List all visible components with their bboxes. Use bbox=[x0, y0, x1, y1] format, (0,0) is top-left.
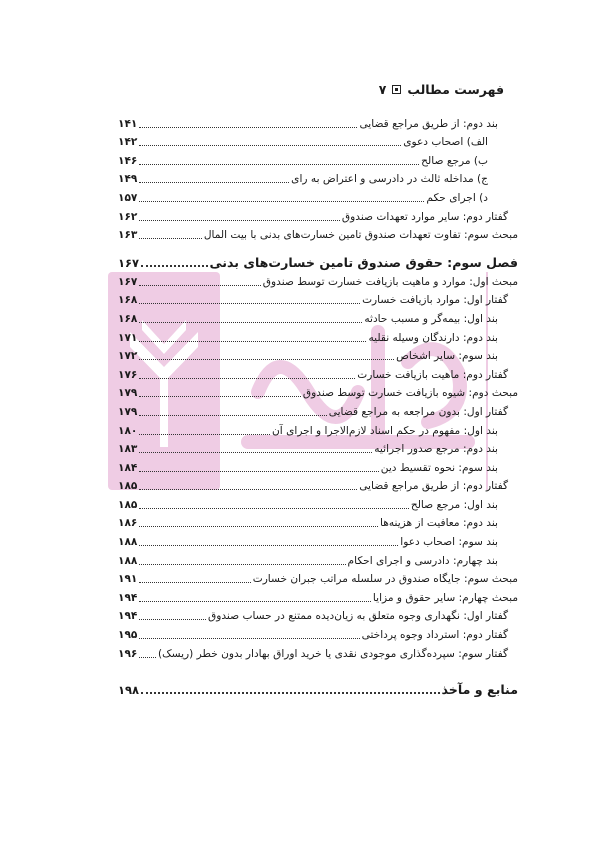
toc-dot-leader bbox=[139, 200, 424, 202]
toc-entry-page-number: ۱۹۵ bbox=[118, 629, 138, 642]
toc-entry-title: گفتار اول: بدون مراجعه به مراجع قضایی bbox=[328, 405, 508, 418]
toc-entry-title: ج) مداخله ثالث در دادرسی و اعتراض به رای bbox=[291, 173, 488, 186]
toc-dot-leader bbox=[139, 126, 357, 128]
toc-entry-title: گفتار دوم: استرداد وجوه پرداختی bbox=[361, 629, 508, 642]
toc-entry-page-number: ۱۵۷ bbox=[118, 191, 138, 204]
toc-entry-title: بند دوم: از طریق مراجع قضایی bbox=[359, 117, 498, 130]
toc-dot-leader bbox=[139, 181, 289, 183]
running-header bbox=[379, 82, 504, 97]
toc-entry-title: ب) مرجع صالح bbox=[421, 154, 488, 167]
toc-dot-leader bbox=[141, 264, 207, 267]
toc-entry-page-number: ۱۴۹ bbox=[118, 173, 138, 186]
toc-entry bbox=[118, 131, 518, 150]
toc-entry bbox=[118, 623, 518, 642]
toc-dot-leader bbox=[139, 525, 378, 527]
toc-entry-page-number: ۱۸۸ bbox=[118, 536, 138, 549]
toc-entry-page-number: ۱۸۴ bbox=[118, 461, 138, 474]
toc-entry-page-number: ۱۷۲ bbox=[118, 350, 138, 363]
toc-entry-page-number: ۱۹۸ bbox=[118, 682, 140, 697]
toc-entry bbox=[118, 568, 518, 587]
toc-entry-page-number: ۱۹۴ bbox=[118, 591, 138, 604]
toc-entry-page-number: ۱۷۶ bbox=[118, 368, 138, 381]
toc-dot-leader bbox=[139, 581, 250, 583]
toc-dot-leader bbox=[139, 395, 301, 397]
header-page-number: ۷ bbox=[378, 82, 387, 97]
toc-dot-leader bbox=[139, 507, 408, 509]
toc-entry bbox=[118, 605, 518, 624]
toc-entry bbox=[118, 270, 518, 289]
toc-dot-leader bbox=[139, 563, 345, 565]
table-of-contents bbox=[118, 112, 518, 697]
toc-entry-page-number: ۱۹۶ bbox=[118, 647, 138, 660]
toc-dot-leader bbox=[139, 144, 401, 146]
toc-entry-title: بند سوم: سایر اشخاص bbox=[396, 350, 498, 363]
toc-entry-page-number: ۱۶۳ bbox=[118, 229, 138, 242]
toc-entry bbox=[118, 363, 518, 382]
toc-entry-title: بند چهارم: دادرسی و اجرای احکام bbox=[347, 554, 498, 567]
toc-entry bbox=[118, 493, 518, 512]
toc-entry-page-number: ۱۶۷ bbox=[118, 256, 140, 271]
toc-dot-leader bbox=[139, 656, 156, 658]
toc-dot-leader bbox=[139, 340, 366, 342]
toc-entry-title: الف) اصحاب دعوی bbox=[403, 136, 488, 149]
toc-entry-title: گفتار اول: موارد بازیافت خسارت bbox=[362, 294, 508, 307]
toc-dot-leader bbox=[139, 637, 359, 639]
toc-entry bbox=[118, 549, 518, 568]
toc-dot-leader bbox=[139, 451, 372, 453]
toc-entry-page-number: ۱۴۶ bbox=[118, 154, 138, 167]
toc-entry-title: بند دوم: دارندگان وسیله نقلیه bbox=[368, 331, 498, 344]
toc-entry-page-number: ۱۸۵ bbox=[118, 480, 138, 493]
toc-entry-title: مبحث سوم: تفاوت تعهدات صندوق تامین خسارت‌های بدنی با بیت المال bbox=[203, 229, 518, 242]
toc-dot-leader bbox=[139, 321, 362, 323]
toc-entry-page-number: ۱۸۵ bbox=[118, 498, 138, 511]
toc-entry-page-number: ۱۴۲ bbox=[118, 136, 138, 149]
toc-entry bbox=[118, 400, 518, 419]
toc-entry-page-number: ۱۶۸ bbox=[118, 294, 138, 307]
toc-entry-title: گفتار اول: نگهداری وجوه متعلق به زیان‌دیده ممتنع در حساب صندوق bbox=[208, 610, 508, 623]
toc-entry bbox=[118, 382, 518, 401]
toc-entry bbox=[118, 112, 518, 131]
toc-entry-page-number: ۱۸۸ bbox=[118, 554, 138, 567]
toc-entry-page-number: ۱۶۲ bbox=[118, 210, 138, 223]
toc-entry-title: گفتار دوم: ماهیت بازیافت خسارت bbox=[357, 368, 508, 381]
toc-spacer bbox=[118, 661, 518, 669]
toc-chapter-entry bbox=[118, 673, 518, 697]
toc-entry-title: مبحث چهارم: سایر حقوق و مزایا bbox=[372, 591, 518, 604]
toc-dot-leader bbox=[139, 488, 357, 490]
toc-entry bbox=[118, 289, 518, 308]
toc-entry-page-number: ۱۶۸ bbox=[118, 312, 138, 325]
toc-dot-leader bbox=[139, 470, 378, 472]
toc-entry-title: مبحث دوم: شیوه بازیافت خسارت توسط صندوق bbox=[302, 387, 518, 400]
toc-entry-page-number: ۱۷۱ bbox=[118, 331, 138, 344]
toc-entry-page-number: ۱۸۳ bbox=[118, 443, 138, 456]
toc-entry-page-number: ۱۷۹ bbox=[118, 387, 138, 400]
toc-entry-page-number: ۱۷۹ bbox=[118, 405, 138, 418]
toc-dot-leader bbox=[139, 600, 370, 602]
toc-entry-title: گفتار دوم: از طریق مراجع قضایی bbox=[359, 480, 508, 493]
toc-entry bbox=[118, 512, 518, 531]
toc-entry-page-number: ۱۸۶ bbox=[118, 517, 138, 530]
toc-entry-title: گفتار دوم: سایر موارد تعهدات صندوق bbox=[341, 210, 508, 223]
toc-entry-title: بند اول: مرجع صالح bbox=[410, 498, 498, 511]
toc-entry bbox=[118, 642, 518, 661]
toc-entry bbox=[118, 168, 518, 187]
toc-dot-leader bbox=[141, 691, 439, 694]
toc-entry bbox=[118, 326, 518, 345]
toc-entry-page-number: ۱۸۰ bbox=[118, 424, 138, 437]
toc-dot-leader bbox=[139, 414, 326, 416]
toc-entry bbox=[118, 205, 518, 224]
toc-dot-leader bbox=[139, 618, 206, 620]
toc-entry-title: بند دوم: معافیت از هزینه‌ها bbox=[380, 517, 498, 530]
toc-entry-title: منابع و مآخذ bbox=[441, 681, 518, 697]
toc-dot-leader bbox=[139, 358, 394, 360]
toc-entry-title: بند سوم: اصحاب دعوا bbox=[400, 536, 498, 549]
toc-entry-title: بند سوم: نحوه تقسیط دین bbox=[380, 461, 498, 474]
toc-entry-title: بند اول: بیمه‌گر و مسبب حادثه bbox=[364, 312, 498, 325]
toc-dot-leader bbox=[139, 433, 270, 435]
toc-entry-page-number: ۱۶۷ bbox=[118, 275, 138, 288]
toc-dot-leader bbox=[139, 377, 355, 379]
toc-entry-title: مبحث سوم: جایگاه صندوق در سلسله مراتب جبران خسارت bbox=[252, 573, 518, 586]
toc-entry bbox=[118, 186, 518, 205]
toc-dot-leader bbox=[139, 219, 340, 221]
toc-dot-leader bbox=[139, 284, 260, 286]
toc-entry bbox=[118, 456, 518, 475]
toc-entry-page-number: ۱۹۴ bbox=[118, 610, 138, 623]
toc-entry-page-number: ۱۹۱ bbox=[118, 573, 138, 586]
book-icon bbox=[392, 85, 401, 94]
toc-entry bbox=[118, 224, 518, 243]
toc-entry-title: بند اول: مفهوم در حکم اسناد لازم‌الاجرا و اجرای آن bbox=[272, 424, 498, 437]
toc-chapter-entry bbox=[118, 246, 518, 270]
toc-entry-title: گفتار سوم: سپرده‌گذاری موجودی نقدی یا خرید اوراق بهادار بدون خطر (ریسک) bbox=[158, 647, 508, 660]
toc-dot-leader bbox=[139, 302, 360, 304]
toc-dot-leader bbox=[139, 237, 201, 239]
toc-dot-leader bbox=[139, 544, 398, 546]
toc-entry-title: مبحث اول: موارد و ماهیت بازیافت خسارت توسط صندوق bbox=[262, 275, 518, 288]
toc-entry bbox=[118, 586, 518, 605]
toc-entry bbox=[118, 149, 518, 168]
toc-entry-title: د) اجرای حکم bbox=[426, 191, 488, 204]
toc-entry-title: فصل سوم: حقوق صندوق تامین خسارت‌های بدنی bbox=[209, 255, 518, 271]
toc-entry-page-number: ۱۴۱ bbox=[118, 117, 138, 130]
toc-entry bbox=[118, 419, 518, 438]
toc-entry bbox=[118, 345, 518, 364]
toc-entry bbox=[118, 307, 518, 326]
header-title: فهرست مطالب bbox=[407, 82, 504, 97]
toc-dot-leader bbox=[139, 163, 419, 165]
toc-entry-title: بند دوم: مرجع صدور اجرائیه bbox=[374, 443, 498, 456]
toc-entry bbox=[118, 475, 518, 494]
toc-entry bbox=[118, 438, 518, 457]
toc-entry bbox=[118, 530, 518, 549]
